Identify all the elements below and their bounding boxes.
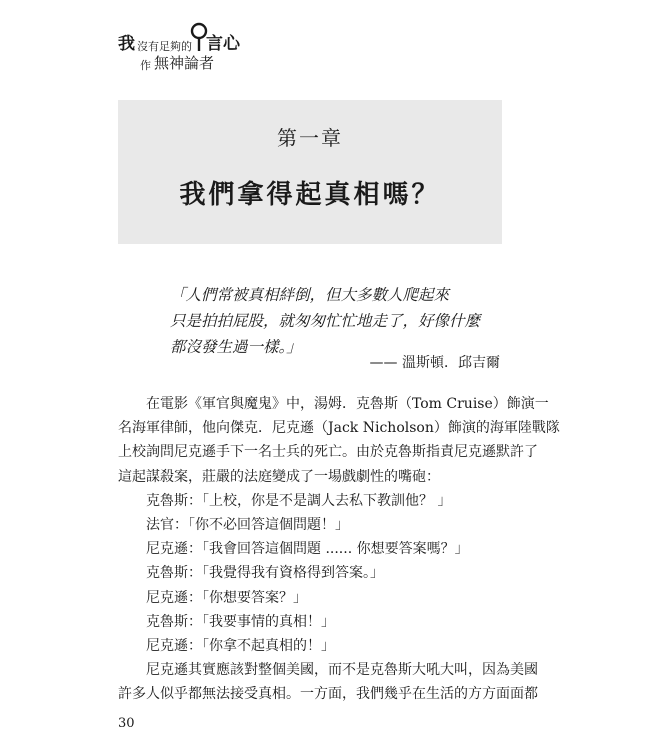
paragraph-line: 在電影《軍官與魔鬼》中，湯姆．克魯斯（Tom Cruise）飾演一 — [146, 396, 549, 412]
dialogue-line: 尼克遜：「我會回答這個問題 ...... 你想要答案嗎？」 — [146, 541, 469, 558]
chapter-heading-box — [118, 100, 502, 244]
body-text — [118, 392, 560, 707]
page-number: 30 — [118, 716, 135, 731]
dialogue-line: 克魯斯：「我覺得我有資格得到答案。」 — [146, 565, 384, 582]
chapter-title: 我們拿得起真相嗎？ — [179, 180, 441, 210]
epigraph-line: 只是拍拍屁股，就匆匆忙忙地走了，好像什麼 — [170, 312, 481, 330]
epigraph-line: 都沒發生過一樣。」 — [170, 338, 302, 356]
header-subtitle: 無神論者 — [154, 54, 215, 72]
paragraph-line: 名海軍律師，他向傑克．尼克遜（Jack Nicholson）飾演的海軍陸戰隊 — [118, 420, 560, 437]
chapter-label: 第一章 — [277, 126, 343, 150]
paragraph-line: 尼克遜其實應該對整個美國，而不是克魯斯大吼大叫，因為美國 — [146, 662, 538, 679]
dialogue-line: 尼克遜：「你想要答案？」 — [146, 589, 307, 606]
paragraph-line: 上校詢問尼克遜手下一名士兵的死亡。由於克魯斯指責尼克遜默許了 — [118, 444, 538, 461]
running-header — [118, 22, 318, 74]
epigraph-quote — [170, 282, 510, 360]
paragraph-line: 許多人似乎都無法接受真相。一方面，我們幾乎在生活的方方面面都 — [118, 686, 538, 703]
dialogue-line: 法官：「你不必回答這個問題！」 — [146, 517, 349, 534]
dialogue-line: 克魯斯：「上校，你是不是調人去私下教訓他？ 」 — [146, 492, 452, 509]
header-char-wo: 我 — [118, 34, 135, 54]
paragraph-line: 這起謀殺案，莊嚴的法庭變成了一場戲劇性的嘴砲： — [118, 468, 440, 485]
header-small-text: 沒有足夠的 — [137, 40, 192, 53]
header-small-zuo: 作 — [140, 59, 151, 72]
header-char-xin: 言心 — [206, 34, 240, 54]
dialogue-line: 克魯斯：「我要事情的真相！」 — [146, 613, 335, 630]
epigraph-attribution: —— 溫斯頓．邱吉爾 — [369, 355, 500, 371]
epigraph-line: 「人們常被真相絆倒，但大多數人爬起來 — [170, 286, 450, 304]
dialogue-line: 尼克遜：「你拿不起真相的！」 — [146, 638, 335, 655]
